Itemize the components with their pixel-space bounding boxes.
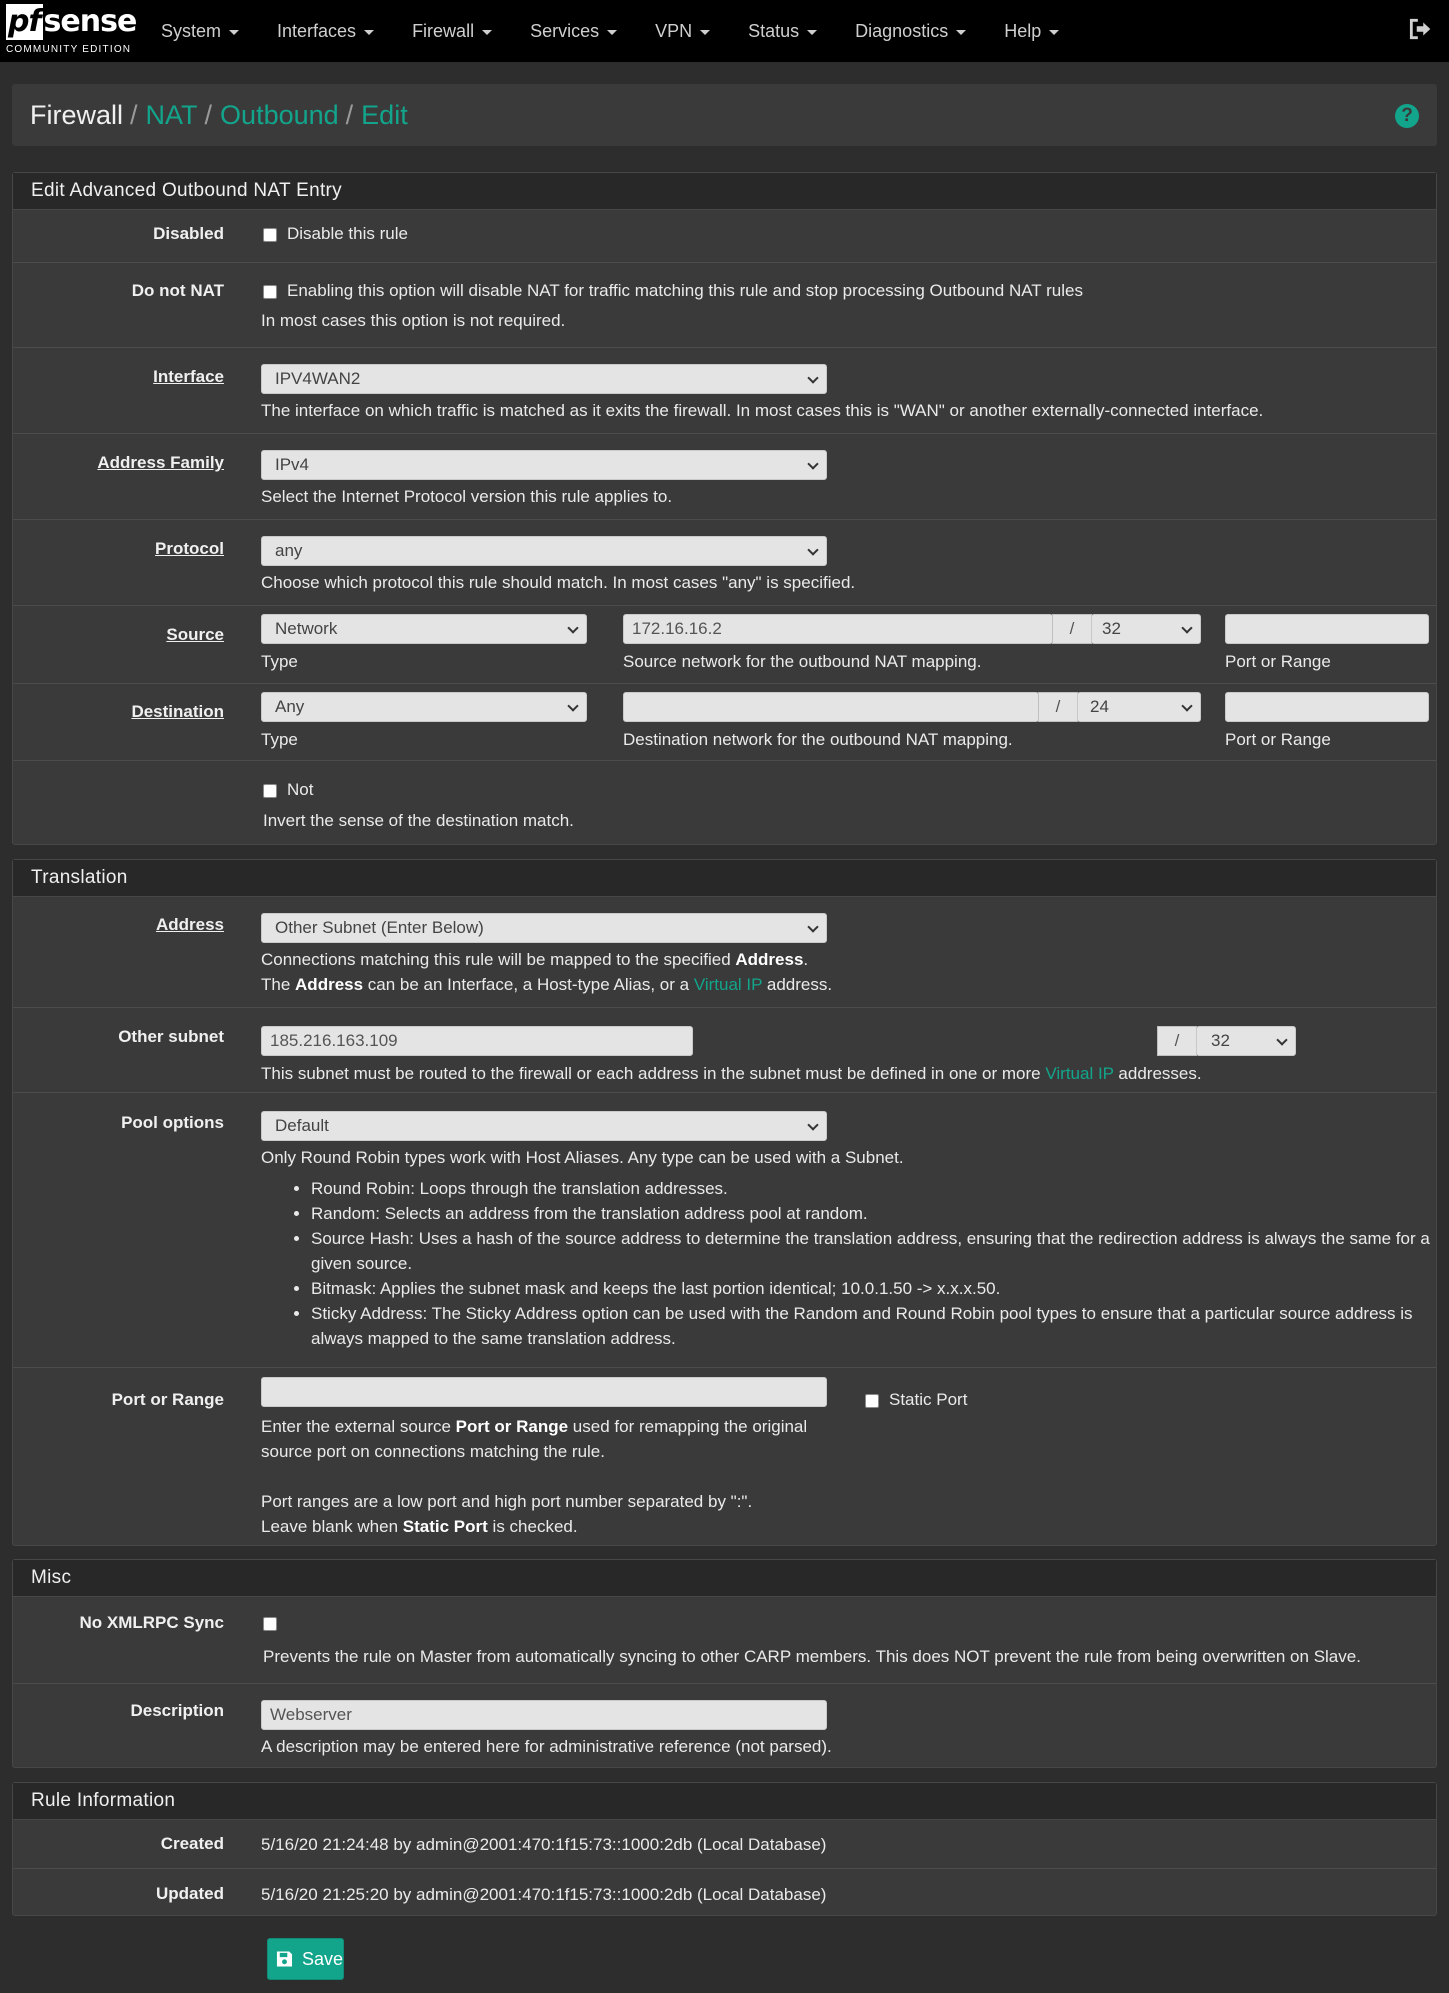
virtual-ip-link[interactable]: Virtual IP [693, 975, 763, 994]
breadcrumb: Firewall / NAT / Outbound / Edit ? [12, 84, 1437, 146]
help-icon[interactable]: ? [1395, 104, 1419, 128]
row-translation-address [13, 897, 1436, 1007]
source-type-help: Type [261, 652, 298, 671]
menu-status[interactable]: Status [729, 0, 836, 62]
updated-value: 5/16/20 21:25:20 by admin@2001:470:1f15:73::1000:2db (Local Database) [261, 1885, 827, 1904]
xmlrpc-sync-help: Prevents the rule on Master from automatically syncing to other CARP members. This does NOT prevent the rule from being overwritten on Slave. [263, 1647, 1361, 1666]
pool-options-help: Only Round Robin types work with Host Aliases. Any type can be used with a Subnet. [261, 1148, 904, 1167]
translation-panel-heading: Translation [13, 860, 1436, 897]
chevron-down-icon [1181, 622, 1192, 633]
destination-type-select[interactable]: Any [261, 692, 587, 722]
chevron-down-icon [807, 458, 818, 469]
source-mask-slash: / [1052, 614, 1092, 644]
source-address-input[interactable]: 172.16.16.2 [623, 614, 1053, 644]
disabled-label: Disabled [153, 224, 224, 243]
row-other-subnet [13, 1007, 1436, 1092]
destination-address-help: Destination network for the outbound NAT mapping. [623, 730, 1013, 749]
interface-label: Interface [153, 367, 224, 386]
protocol-label: Protocol [155, 539, 224, 558]
row-updated [13, 1868, 1436, 1916]
misc-panel [12, 1559, 1437, 1768]
translation-address-help-1: Connections matching this rule will be mapped to the specified Address. [261, 950, 809, 969]
interface-select[interactable]: IPV4WAN2 [261, 364, 827, 394]
caret-down-icon [607, 30, 617, 35]
source-type-select[interactable]: Network [261, 614, 587, 644]
source-port-help: Port or Range [1225, 652, 1331, 671]
other-subnet-mask-select[interactable]: 32 [1196, 1026, 1296, 1056]
translation-port-help-4: Leave blank when Static Port is checked. [261, 1517, 578, 1536]
row-destination-not [13, 760, 1436, 844]
sign-out-icon[interactable] [1407, 16, 1433, 42]
destination-not-checkbox[interactable] [263, 784, 277, 798]
description-help: A description may be entered here for administrative reference (not parsed). [261, 1737, 832, 1756]
nonat-checkbox[interactable] [263, 285, 277, 299]
edit-panel-heading: Edit Advanced Outbound NAT Entry [13, 173, 1436, 210]
protocol-select[interactable]: any [261, 536, 827, 566]
row-do-not-nat [13, 262, 1436, 347]
top-navbar [0, 0, 1449, 62]
chevron-down-icon [567, 700, 578, 711]
menu-help[interactable]: Help [985, 0, 1078, 62]
translation-panel [12, 859, 1437, 1546]
translation-port-help-2: source port on connections matching the rule. [261, 1442, 605, 1461]
brand-subtitle: COMMUNITY EDITION [6, 44, 132, 55]
chevron-down-icon [1276, 1034, 1287, 1045]
chevron-down-icon [567, 622, 578, 633]
pool-options-select[interactable]: Default [261, 1111, 827, 1141]
address-family-select[interactable]: IPv4 [261, 450, 827, 480]
menu-vpn[interactable]: VPN [636, 0, 729, 62]
disable-rule-checkbox-label: Disable this rule [287, 224, 408, 243]
list-item: • Random: Selects an address from the translation address pool at random. [311, 1201, 1431, 1226]
updated-label: Updated [156, 1884, 224, 1903]
nonat-checkbox-label: Enabling this option will disable NAT for traffic matching this rule and stop processing Outbound NAT rules [287, 281, 1083, 300]
destination-address-input[interactable] [623, 692, 1039, 722]
misc-panel-heading: Misc [13, 1560, 1436, 1597]
chevron-down-icon [807, 372, 818, 383]
breadcrumb-firewall: Firewall [30, 99, 124, 130]
row-pool-options [13, 1092, 1436, 1367]
caret-down-icon [482, 30, 492, 35]
translation-address-label: Address [155, 915, 224, 934]
destination-not-help: Invert the sense of the destination match. [263, 811, 574, 830]
destination-type-help: Type [261, 730, 298, 749]
other-subnet-label: Other subnet [118, 1027, 224, 1046]
chevron-down-icon [807, 544, 818, 555]
destination-port-input[interactable] [1225, 692, 1429, 722]
source-mask-select[interactable]: 32 [1091, 614, 1201, 644]
edit-panel [12, 172, 1437, 845]
description-label: Description [130, 1701, 224, 1720]
menu-diagnostics[interactable]: Diagnostics [836, 0, 985, 62]
brand-prefix: pf [8, 4, 41, 39]
chevron-down-icon [807, 1119, 818, 1130]
translation-address-select[interactable]: Other Subnet (Enter Below) [261, 913, 827, 943]
static-port-checkbox[interactable] [865, 1394, 879, 1408]
list-item: • Round Robin: Loops through the translation addresses. [311, 1176, 1431, 1201]
rule-info-panel [12, 1782, 1437, 1916]
caret-down-icon [700, 30, 710, 35]
row-protocol [13, 519, 1436, 605]
source-address-help: Source network for the outbound NAT mapping. [623, 652, 982, 671]
pool-options-label: Pool options [121, 1113, 224, 1132]
row-created [13, 1820, 1436, 1868]
menu-system[interactable]: System [142, 0, 258, 62]
disable-rule-checkbox[interactable] [263, 228, 277, 242]
brand-suffix: sense [43, 4, 137, 39]
protocol-help: Choose which protocol this rule should match. In most cases "any" is specified. [261, 573, 856, 592]
nonat-label: Do not NAT [131, 281, 224, 300]
source-port-input[interactable] [1225, 614, 1429, 644]
other-subnet-input[interactable]: 185.216.163.109 [261, 1026, 693, 1056]
row-source [13, 605, 1436, 683]
row-destination [13, 683, 1436, 760]
caret-down-icon [364, 30, 374, 35]
save-button-label: Save [301, 1948, 343, 1969]
translation-address-help-2: The Address can be an Interface, a Host-type Alias, or a Virtual IP address. [261, 975, 833, 994]
translation-port-help-1: Enter the external source Port or Range used for remapping the original [261, 1417, 808, 1436]
breadcrumb-outbound[interactable]: Outbound [220, 99, 339, 130]
xmlrpc-sync-checkbox[interactable] [263, 1617, 277, 1631]
breadcrumb-nat[interactable]: NAT [145, 99, 198, 130]
destination-mask-select[interactable]: 24 [1077, 692, 1201, 722]
save-icon [276, 1950, 293, 1968]
chevron-down-icon [807, 921, 818, 932]
address-family-help: Select the Internet Protocol version this rule applies to. [261, 487, 673, 506]
interface-help: The interface on which traffic is matched as it exits the firewall. In most cases this is "WAN" or another externally-connected interface. [261, 401, 1264, 420]
breadcrumb-edit[interactable]: Edit [361, 99, 408, 130]
destination-port-help: Port or Range [1225, 730, 1331, 749]
destination-mask-slash: / [1038, 692, 1078, 722]
chevron-down-icon [1181, 700, 1192, 711]
row-description [13, 1683, 1436, 1768]
caret-down-icon [956, 30, 966, 35]
list-item: • Sticky Address: The Sticky Address option can be used with the Random and Round Robin pool types to ensure that a particular source address is always mapped to the same translation address. [311, 1301, 1431, 1351]
row-interface [13, 347, 1436, 433]
caret-down-icon [1049, 30, 1059, 35]
other-subnet-help: This subnet must be routed to the firewall or each address in the subnet must be defined in one or more Virtual IP addresses. [261, 1064, 1202, 1083]
source-label: Source [166, 625, 224, 644]
xmlrpc-sync-label: No XMLRPC Sync [79, 1613, 224, 1632]
list-item: • Source Hash: Uses a hash of the source address to determine the translation address, ensuring that the redirection address is always the same for a given source. [311, 1226, 1431, 1276]
list-item: • Bitmask: Applies the subnet mask and keeps the last portion identical; 10.0.1.50 -> x.x.x.50. [311, 1276, 1431, 1301]
menu-services[interactable]: Services [511, 0, 636, 62]
rule-info-panel-heading: Rule Information [13, 1783, 1436, 1820]
caret-down-icon [229, 30, 239, 35]
description-input[interactable]: Webserver [261, 1700, 827, 1730]
destination-not-label: Not [287, 780, 314, 799]
menu-firewall[interactable]: Firewall [393, 0, 511, 62]
translation-port-label: Port or Range [111, 1390, 224, 1409]
row-address-family [13, 433, 1436, 519]
virtual-ip-link-2[interactable]: Virtual IP [1045, 1064, 1114, 1083]
save-button[interactable] [267, 1938, 344, 1980]
caret-down-icon [807, 30, 817, 35]
row-translation-port [13, 1367, 1436, 1545]
pfsense-logo[interactable] [0, 0, 142, 62]
pool-options-list [261, 1176, 1431, 1351]
other-subnet-slash: / [1157, 1026, 1197, 1056]
translation-port-help-3: Port ranges are a low port and high port number separated by ":". [261, 1492, 753, 1511]
translation-port-input[interactable] [261, 1377, 827, 1407]
menu-interfaces[interactable]: Interfaces [258, 0, 393, 62]
nonat-help: In most cases this option is not required. [261, 311, 566, 330]
row-xmlrpc-sync [13, 1597, 1436, 1683]
created-value: 5/16/20 21:24:48 by admin@2001:470:1f15:73::1000:2db (Local Database) [261, 1835, 827, 1854]
row-disabled [13, 210, 1436, 262]
main-menu [142, 0, 1078, 62]
static-port-label: Static Port [889, 1390, 968, 1409]
address-family-label: Address Family [97, 453, 224, 472]
created-label: Created [160, 1834, 224, 1853]
destination-label: Destination [131, 702, 224, 721]
